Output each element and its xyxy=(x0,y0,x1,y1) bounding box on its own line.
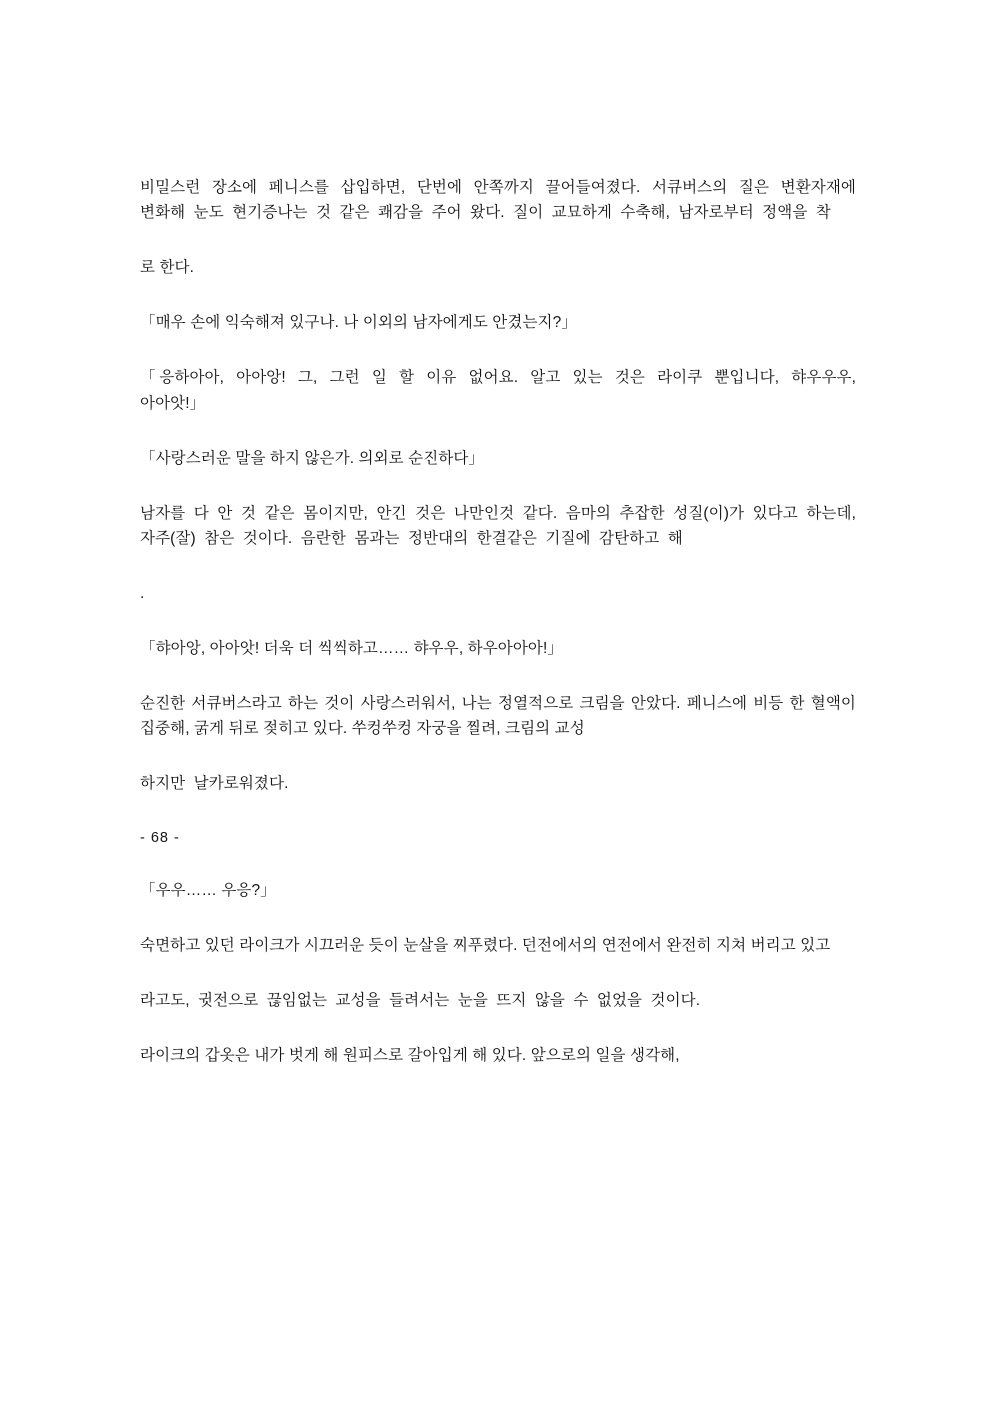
paragraph-11: 「우우…… 우응?」 xyxy=(140,881,276,899)
paragraph-9: 순진한 서큐버스라고 하는 것이 사랑스러워서, 나는 정열적으로 크림을 안았다. 페니스에 비등 한 혈액이 집중해, 굵게 뒤로 젖히고 있다. 쑤컹쑤컹 자궁을 찔려, 크림의 교성 xyxy=(140,695,856,738)
paragraph-3: 「매우 손에 익숙해져 있구나. 나 이외의 남자에게도 안겼는지?」 xyxy=(140,314,577,332)
page-number: - 68 - xyxy=(140,829,180,846)
paragraph-14: 라이크의 갑옷은 내가 벗게 해 원피스로 갈아입게 해 있다. 앞으로의 일을 생각해, xyxy=(140,1047,680,1065)
paragraph-6: 남자를 다 안 것 같은 몸이지만, 안긴 것은 나만인것 같다. 음마의 추잡한 성질(이)가 있다고 하는데, 자주(잘) 참은 것이다. 음란한 몸과는 정반대의 한결같은 기질에 감탄하고 해 xyxy=(140,504,856,547)
paragraph-10: 하지만 날카로워졌다. xyxy=(140,775,289,793)
document-body xyxy=(140,175,856,1068)
paragraph-5: 「사랑스러운 말을 하지 않은가. 의외로 순진하다」 xyxy=(140,449,485,467)
paragraph-4: 「응하아아, 아아앙! 그, 그런 일 할 이유 없어요. 알고 있는 것은 라이쿠 뿐입니다, 햐우우우, 아아앗!」 xyxy=(140,369,856,412)
paragraph-7: . xyxy=(140,584,145,602)
paragraph-13: 라고도, 귓전으로 끊임없는 교성을 들려서는 눈을 뜨지 않을 수 없었을 것이다. xyxy=(140,991,701,1009)
paragraph-1: 비밀스런 장소에 페니스를 삽입하면, 단번에 안쪽까지 끌어들여졌다. 서큐버스의 질은 변환자재에 변화해 눈도 현기증나는 것 같은 쾌감을 주어 왔다. 질이 교묘하게 수축해, 남자로부터 정액을 착 xyxy=(140,179,856,222)
paragraph-8: 「햐아앙, 아아앗! 더욱 더 씩씩하고…… 햐우우, 하우아아아!」 xyxy=(140,640,563,658)
paragraph-12: 숙면하고 있던 라이크가 시끄러운 듯이 눈살을 찌푸렸다. 던전에서의 연전에서 완전히 지쳐 버리고 있고 xyxy=(140,936,831,954)
paragraph-2: 로 한다. xyxy=(140,259,195,277)
